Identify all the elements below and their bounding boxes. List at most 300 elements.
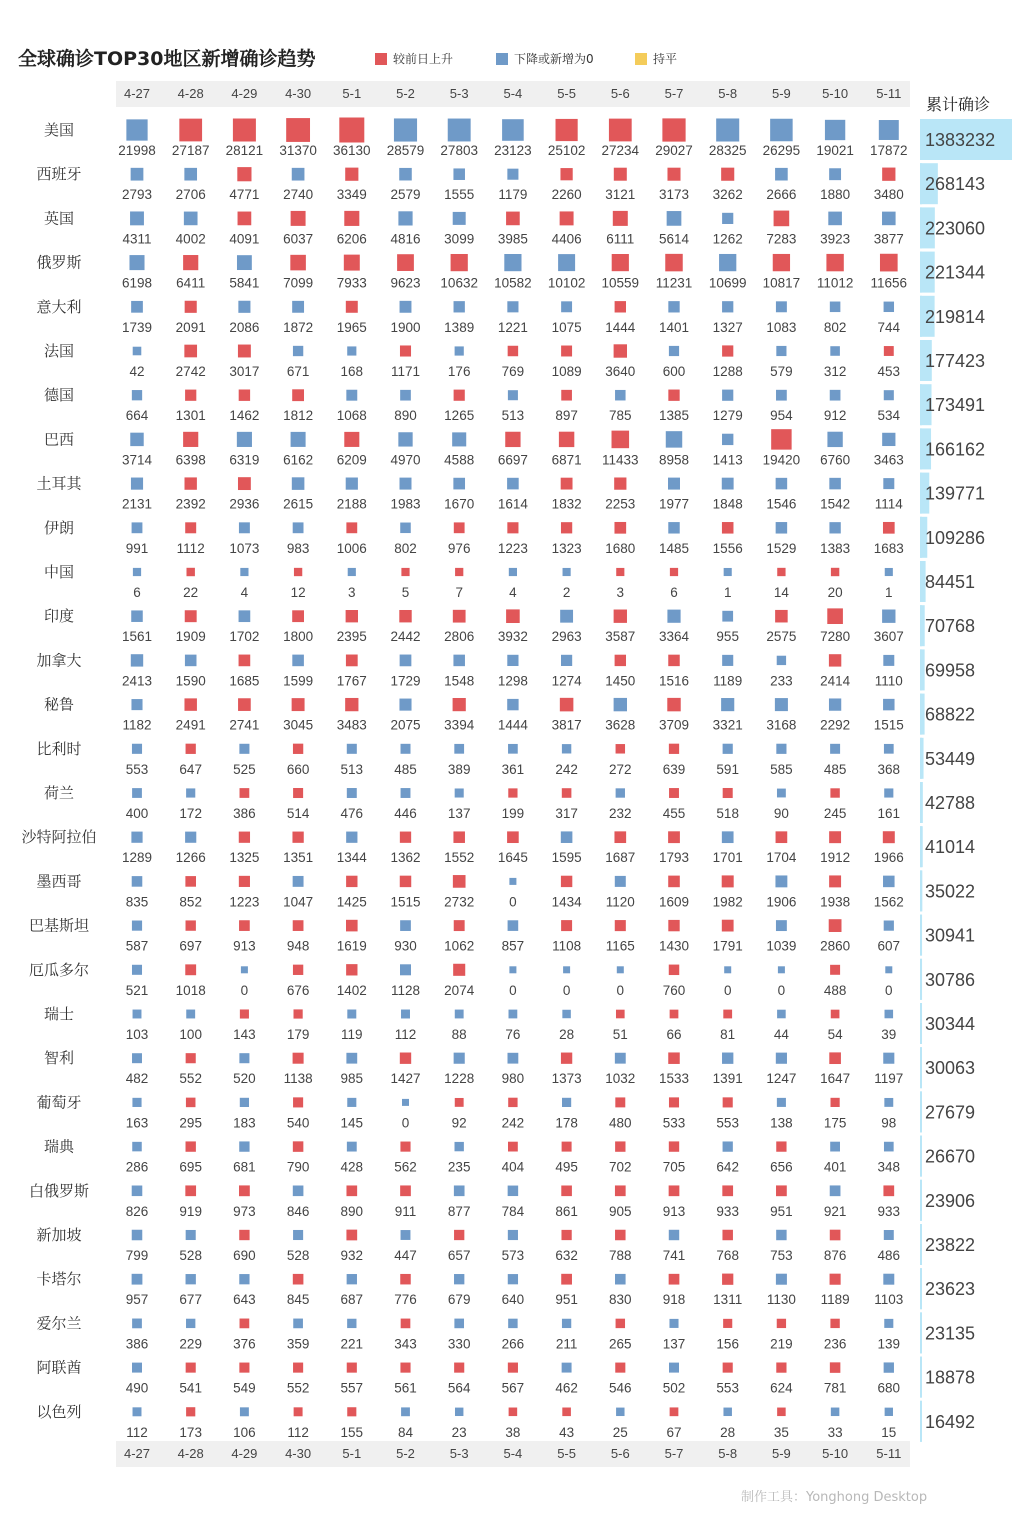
trend-square-down (455, 346, 464, 355)
trend-square-up (829, 831, 841, 843)
trend-square-up (616, 1010, 625, 1019)
trend-square-up (455, 568, 463, 576)
value-label: 600 (662, 364, 686, 379)
trend-square-down (347, 788, 357, 798)
value-label: 139 (877, 1336, 901, 1352)
trend-square-up (186, 1053, 196, 1063)
value-label: 985 (340, 1071, 364, 1087)
value-label: 14 (773, 585, 789, 600)
value-label: 8958 (658, 452, 690, 468)
cumulative-bar (920, 1136, 922, 1177)
cumulative-value: 139771 (925, 483, 986, 504)
trend-square-up (560, 168, 572, 180)
trend-square-down (558, 254, 575, 271)
trend-square-up (670, 568, 678, 576)
value-label: 744 (877, 319, 901, 335)
country-label: 瑞士 (43, 1005, 75, 1023)
trend-square-up (239, 832, 250, 843)
trend-square-up (880, 254, 898, 272)
value-label: 29027 (655, 143, 693, 158)
value-label: 0 (509, 894, 517, 910)
date-label: 5-7 (664, 1446, 684, 1461)
cumulative-bar (920, 915, 922, 956)
value-label: 6209 (336, 452, 367, 468)
value-label: 81 (720, 1027, 736, 1042)
trend-square-up (669, 744, 679, 754)
value-label: 528 (179, 1248, 202, 1263)
trend-square-down (502, 119, 524, 141)
trend-square-up (240, 1009, 249, 1018)
trend-square-up (777, 1319, 786, 1328)
value-label: 145 (340, 1115, 364, 1131)
trend-square-down (616, 1408, 624, 1416)
trend-square-up (830, 788, 839, 797)
value-label: 1389 (444, 319, 475, 335)
cumulative-value: 42788 (925, 793, 976, 813)
value-label: 1425 (336, 894, 367, 910)
value-label: 951 (555, 1292, 578, 1308)
value-label: 21998 (118, 143, 156, 158)
trend-square-down (455, 1142, 464, 1151)
value-label: 1444 (497, 717, 528, 733)
value-label: 4588 (444, 452, 475, 468)
trend-square-up (615, 1363, 625, 1373)
value-label: 1120 (605, 894, 635, 910)
value-label: 1383 (820, 540, 851, 556)
trend-square-up (723, 788, 733, 798)
trend-square-down (883, 1053, 894, 1064)
trend-square-down (883, 1274, 894, 1285)
trend-square-down (508, 744, 518, 754)
value-label: 533 (662, 1115, 686, 1131)
trend-square-down (719, 254, 736, 271)
trend-square-up (614, 831, 626, 843)
trend-square-down (185, 832, 196, 843)
value-label: 4 (509, 585, 517, 600)
value-label: 6398 (175, 452, 206, 468)
trend-square-down (776, 744, 786, 754)
country-label: 瑞典 (43, 1137, 75, 1156)
value-label: 0 (777, 982, 786, 998)
value-label: 1130 (766, 1292, 796, 1308)
value-label: 66 (666, 1027, 682, 1042)
trend-square-up (668, 655, 679, 666)
trend-square-up (668, 390, 679, 401)
trend-square-down (452, 432, 466, 446)
value-label: 6037 (283, 231, 314, 247)
trend-square-down (240, 1407, 249, 1416)
trend-square-up (346, 964, 357, 975)
value-label: 76 (505, 1027, 521, 1042)
trend-square-down (293, 1319, 303, 1329)
value-label: 28325 (708, 143, 747, 158)
value-label: 2963 (551, 629, 582, 645)
value-label: 1515 (390, 894, 421, 910)
trend-square-down (133, 1407, 142, 1416)
trend-square-up (561, 522, 572, 533)
value-label: 7 (455, 585, 463, 600)
trend-square-down (400, 390, 411, 401)
value-label: 386 (233, 806, 256, 821)
value-label: 933 (877, 1203, 901, 1219)
trend-square-down (508, 1230, 518, 1240)
trend-square-down (667, 211, 682, 226)
value-label: 826 (125, 1203, 149, 1219)
value-label: 7283 (766, 231, 797, 247)
trend-square-up (292, 698, 305, 711)
trend-square-down (723, 1141, 733, 1151)
value-label: 5 (401, 585, 410, 600)
trend-square-up (723, 1363, 733, 1373)
value-label: 857 (501, 938, 525, 954)
value-label: 1444 (605, 319, 636, 335)
trend-square-down (239, 610, 251, 622)
trend-square-up (454, 1230, 464, 1240)
country-label: 土耳其 (36, 474, 82, 493)
trend-square-down (293, 1230, 303, 1240)
value-label: 1112 (176, 540, 205, 556)
cumulative-value: 30786 (925, 969, 976, 990)
value-label: 1832 (551, 496, 582, 512)
value-label: 1450 (605, 673, 636, 689)
value-label: 25 (612, 1424, 628, 1440)
value-label: 1614 (497, 496, 528, 512)
value-label: 557 (340, 1380, 364, 1396)
value-label: 199 (501, 806, 525, 821)
country-label: 以色列 (36, 1402, 82, 1421)
trend-square-up (453, 698, 466, 711)
trend-square-down (776, 1274, 787, 1285)
value-label: 768 (716, 1248, 739, 1263)
value-label: 564 (447, 1380, 471, 1396)
trend-square-down (668, 478, 680, 490)
value-label: 647 (179, 761, 202, 777)
value-label: 486 (877, 1248, 901, 1263)
trend-square-up (506, 609, 520, 623)
value-label: 168 (340, 364, 364, 379)
value-label: 7933 (336, 275, 367, 291)
value-label: 1791 (712, 938, 743, 954)
value-label: 330 (447, 1336, 471, 1352)
value-label: 540 (286, 1115, 310, 1131)
trend-square-down (133, 568, 141, 576)
trend-square-down (775, 698, 788, 711)
value-label: 3607 (873, 629, 904, 645)
trend-square-down (829, 522, 840, 533)
value-label: 15 (881, 1424, 897, 1440)
trend-square-up (185, 1185, 196, 1196)
value-label: 607 (877, 938, 901, 954)
value-label: 1373 (551, 1071, 582, 1087)
trend-square-down (348, 568, 356, 576)
trend-square-up (882, 168, 895, 181)
trend-square-up (562, 1142, 572, 1152)
value-label: 697 (179, 938, 202, 954)
trend-square-up (292, 610, 304, 622)
value-label: 2395 (336, 629, 367, 645)
trend-square-up (560, 211, 574, 225)
value-label: 10632 (440, 275, 478, 291)
cumulative-bar (920, 1091, 922, 1132)
value-label: 172 (179, 806, 202, 821)
trend-square-up (669, 1141, 679, 1151)
trend-square-down (561, 301, 572, 312)
trend-square-up (616, 1319, 625, 1328)
trend-square-up (239, 389, 250, 400)
trend-square-down (617, 966, 624, 973)
cumulative-value: 35022 (925, 881, 976, 902)
value-label: 26295 (762, 143, 801, 158)
value-label: 1848 (712, 496, 743, 512)
value-label: 3 (616, 585, 625, 600)
date-label: 5-8 (718, 86, 738, 101)
value-label: 2086 (229, 319, 260, 335)
value-label: 11656 (870, 275, 908, 291)
value-label: 265 (609, 1336, 632, 1352)
value-label: 4406 (551, 231, 582, 247)
cumulative-value: 84451 (925, 572, 976, 592)
value-label: 1128 (390, 982, 421, 998)
trend-square-up (830, 965, 840, 975)
value-label: 3483 (336, 717, 367, 733)
trend-square-down (830, 1142, 840, 1152)
value-label: 2806 (444, 629, 475, 645)
value-label: 3168 (766, 717, 797, 733)
trend-square-up (506, 212, 520, 226)
cumulative-value: 177423 (925, 351, 986, 371)
trend-square-down (560, 610, 573, 623)
trend-square-up (345, 168, 358, 181)
value-label: 1391 (712, 1071, 743, 1087)
trend-square-down (825, 120, 845, 140)
value-label: 368 (877, 761, 901, 777)
trend-square-down (186, 1230, 196, 1240)
trend-square-up (400, 1274, 410, 1284)
value-label: 36130 (333, 143, 371, 158)
trend-square-down (562, 1319, 571, 1328)
value-label: 983 (286, 540, 310, 556)
value-label: 386 (125, 1336, 149, 1352)
trend-square-down (131, 654, 143, 666)
trend-square-up (665, 254, 682, 271)
trend-square-down (508, 1186, 519, 1197)
value-label: 51 (612, 1027, 628, 1042)
trend-square-down (509, 568, 517, 576)
country-label: 英国 (43, 209, 75, 228)
value-label: 33 (827, 1424, 843, 1440)
value-label: 22 (183, 585, 199, 600)
trend-square-down (667, 610, 680, 623)
cumulative-value: 23822 (925, 1235, 976, 1255)
value-label: 3121 (605, 187, 636, 203)
trend-square-up (615, 920, 626, 931)
trend-square-down (882, 212, 896, 226)
value-label: 624 (770, 1380, 793, 1396)
trend-square-down (239, 1053, 249, 1063)
trend-square-down (346, 390, 357, 401)
trend-square-down (347, 744, 357, 754)
trend-square-up (344, 255, 360, 271)
trend-square-down (827, 432, 842, 447)
trend-square-down (882, 610, 895, 623)
trend-square-up (293, 965, 303, 975)
value-label: 1223 (497, 540, 528, 556)
trend-square-down (777, 789, 786, 798)
trend-square-up (185, 610, 197, 622)
value-label: 42 (129, 364, 145, 379)
trend-square-down (347, 346, 356, 355)
value-label: 1427 (390, 1071, 421, 1087)
value-label: 90 (773, 806, 789, 821)
value-label: 6 (670, 585, 678, 600)
trend-square-up (614, 477, 626, 489)
value-label: 295 (179, 1115, 202, 1131)
date-label: 4-29 (231, 1446, 258, 1461)
trend-square-up (669, 1185, 680, 1196)
value-label: 2615 (283, 496, 314, 512)
value-label: 933 (716, 1203, 739, 1219)
value-label: 546 (609, 1380, 632, 1396)
value-label: 784 (501, 1203, 525, 1219)
trend-square-down (347, 1142, 357, 1152)
trend-square-up (290, 255, 306, 271)
cumulative-value: 30941 (925, 925, 976, 946)
value-label: 760 (662, 982, 686, 998)
value-label: 1982 (712, 894, 743, 910)
date-label: 5-5 (557, 86, 576, 101)
trend-square-up (723, 1010, 732, 1019)
trend-square-up (562, 1408, 571, 1417)
trend-square-up (830, 1274, 841, 1285)
trend-square-down (884, 1319, 893, 1328)
trend-square-up (615, 655, 626, 666)
value-label: 5614 (658, 231, 690, 247)
trend-square-down (721, 698, 734, 711)
value-label: 861 (555, 1203, 578, 1219)
value-label: 1165 (605, 938, 635, 954)
trend-square-up (293, 920, 304, 931)
date-label: 5-11 (876, 86, 902, 101)
value-label: 2075 (390, 717, 421, 733)
cumulative-value: 53449 (925, 748, 976, 769)
trend-square-down (504, 254, 521, 271)
trend-square-down (293, 876, 304, 887)
value-label: 1680 (605, 540, 636, 556)
value-label: 591 (716, 761, 739, 777)
trend-square-down (722, 478, 734, 490)
value-label: 919 (179, 1203, 202, 1219)
value-label: 1103 (874, 1292, 904, 1308)
trend-square-down (186, 1319, 195, 1328)
value-label: 1552 (444, 850, 475, 866)
trend-square-down (131, 610, 143, 622)
value-label: 1189 (820, 1292, 850, 1308)
value-label: 98 (881, 1115, 897, 1131)
trend-square-up (186, 1363, 196, 1373)
value-label: 272 (609, 761, 632, 777)
trend-square-down (454, 301, 465, 312)
trend-square-down (132, 876, 143, 887)
country-label: 比利时 (36, 739, 82, 758)
value-label: 1 (723, 585, 732, 600)
trend-square-down (292, 477, 305, 490)
value-label: 242 (501, 1115, 525, 1131)
value-label: 2575 (766, 629, 797, 645)
trend-square-down (346, 478, 358, 490)
trend-square-up (612, 254, 629, 271)
value-label: 495 (555, 1159, 578, 1175)
trend-square-down (669, 1319, 678, 1328)
trend-square-down (132, 1363, 142, 1373)
value-label: 788 (609, 1248, 632, 1263)
trend-square-up (346, 610, 358, 622)
legend-label-up: 较前日上升 (393, 52, 454, 66)
trend-square-down (508, 390, 518, 400)
trend-square-down (509, 1010, 518, 1019)
value-label: 43 (559, 1424, 575, 1440)
trend-square-up (831, 1010, 840, 1019)
country-label: 新加坡 (36, 1226, 82, 1244)
trend-square-up (562, 788, 572, 798)
value-label: 4091 (229, 231, 260, 247)
value-label: 890 (394, 408, 417, 424)
value-label: 485 (823, 761, 847, 777)
value-label: 106 (233, 1424, 256, 1440)
country-label: 阿联酋 (36, 1358, 82, 1377)
footer-credit: 制作工具：Yonghong Desktop (741, 1490, 928, 1505)
trend-square-up (454, 390, 465, 401)
value-label: 2740 (283, 187, 314, 203)
trend-square-up (829, 919, 842, 932)
trend-square-down (132, 1274, 143, 1285)
value-label: 7099 (283, 275, 314, 291)
value-label: 534 (877, 408, 901, 424)
trend-square-down (240, 1098, 249, 1107)
value-label: 27187 (171, 143, 210, 158)
trend-square-down (776, 522, 788, 534)
value-label: 138 (770, 1115, 793, 1131)
value-label: 1301 (175, 408, 206, 424)
trend-square-up (776, 1141, 786, 1151)
value-label: 1179 (498, 187, 528, 203)
trend-square-down (184, 212, 198, 226)
trend-square-down (508, 1053, 519, 1064)
value-label: 948 (286, 938, 310, 954)
value-label: 520 (233, 1071, 256, 1087)
value-label: 1562 (873, 894, 904, 910)
trend-square-down (186, 1010, 195, 1019)
trend-square-down (830, 1185, 841, 1196)
value-label: 453 (877, 364, 901, 379)
value-label: 376 (233, 1336, 256, 1352)
value-label: 3587 (605, 629, 636, 645)
value-label: 1670 (444, 496, 475, 512)
trend-square-up (239, 1230, 249, 1240)
value-label: 1880 (820, 187, 851, 203)
value-label: 877 (447, 1203, 471, 1219)
value-label: 561 (394, 1380, 417, 1396)
trend-square-down (239, 522, 250, 533)
value-label: 400 (125, 806, 149, 821)
trend-square-down (776, 346, 786, 356)
value-label: 3262 (712, 187, 743, 203)
trend-square-down (884, 1230, 894, 1240)
trend-square-down (239, 744, 249, 754)
value-label: 911 (394, 1203, 417, 1219)
value-label: 1323 (551, 540, 582, 556)
trend-square-up (454, 1363, 464, 1373)
trend-square-down (884, 1098, 893, 1107)
